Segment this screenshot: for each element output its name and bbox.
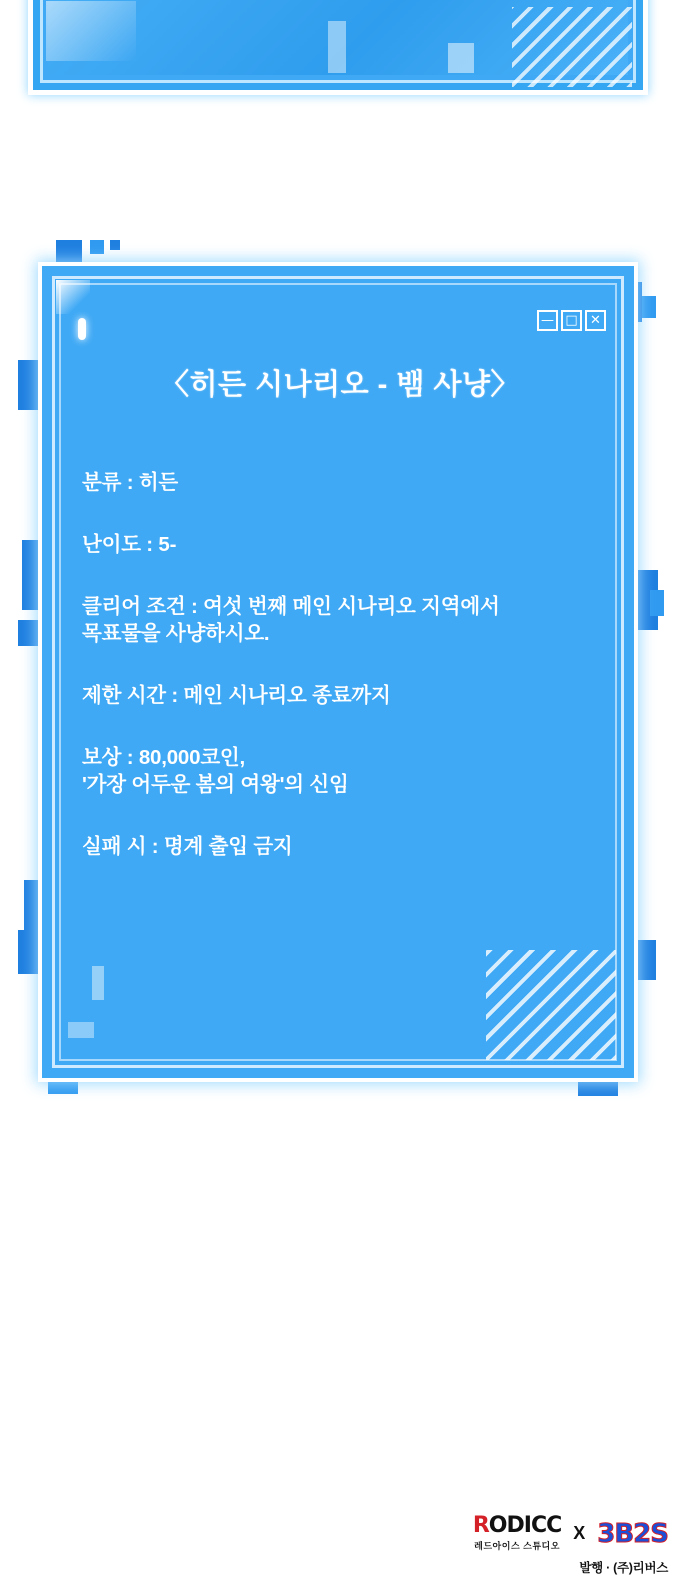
field-clear-condition-line1: 클리어 조건 : 여섯 번째 메인 시나리오 지역에서: [82, 595, 500, 619]
field-difficulty: [82, 531, 598, 558]
scenario-window-wrapper: [18, 240, 670, 1100]
field-reward-line2: '가장 어두운 봄의 여왕'의 신임: [82, 773, 349, 797]
minimize-icon[interactable]: —: [537, 310, 558, 331]
decor-block-br-1: [578, 1082, 618, 1096]
window-chip-decor-2: [68, 1022, 94, 1038]
field-reward: [82, 744, 598, 798]
decor-block-left-5: [18, 930, 38, 974]
partial-window-above: [28, 0, 648, 95]
decor-block-left-3: [18, 620, 40, 646]
studio-logo-accent-letter: R: [472, 1513, 489, 1538]
field-time-limit: [82, 682, 598, 709]
decor-block-tr-2: [642, 296, 656, 318]
decor-block-tl-2: [90, 240, 104, 254]
panel-chip-decor-b: [448, 43, 474, 73]
window-corner-light-decor: [78, 318, 86, 340]
field-category: [82, 469, 598, 496]
field-clear-condition-line2: 목표물을 사냥하시오.: [82, 622, 270, 646]
publisher-label: 발행 · (주)리버스: [579, 1561, 668, 1575]
footer-credits: [473, 1515, 668, 1576]
studio-logo-subtitle: 레드아이스 스튜디오: [474, 1541, 560, 1551]
field-clear-condition: [82, 593, 598, 647]
scenario-window: [38, 262, 638, 1082]
field-time-limit-text: 제한 시간 : 메인 시나리오 종료까지: [82, 684, 391, 708]
studio-logo-wordmark: [473, 1515, 561, 1537]
logo-separator-x: X: [573, 1523, 586, 1543]
decor-block-left-2: [22, 540, 38, 610]
window-chip-decor-1: [92, 966, 104, 1000]
decor-block-tl-3: [110, 240, 120, 250]
field-category-text: 분류 : 히든: [82, 471, 179, 494]
scenario-content: [82, 362, 598, 895]
maximize-icon[interactable]: □: [561, 310, 582, 331]
panel-diagonal-stripes-decor: [512, 7, 632, 87]
decor-block-right-2: [650, 590, 664, 616]
partner-logo: 3B2S: [597, 1518, 668, 1549]
panel-chip-decor-a: [328, 21, 346, 73]
field-failure: [82, 833, 598, 860]
close-icon[interactable]: ✕: [585, 310, 606, 331]
studio-logo-main-letters: ODICC: [488, 1513, 562, 1538]
window-diagonal-stripes-decor: [486, 950, 616, 1060]
logo-row: [473, 1515, 668, 1552]
field-reward-line1: 보상 : 80,000코인,: [82, 746, 246, 770]
page-title: 〈히든 시나리오 - 뱀 사냥〉: [159, 369, 520, 401]
titlebar-buttons: [537, 310, 606, 331]
field-difficulty-text: 난이도 : 5-: [82, 533, 177, 557]
window-corner-glow-decor: [56, 280, 90, 314]
decor-block-left-1: [18, 360, 38, 410]
panel-glow-decor: [46, 1, 136, 61]
field-failure-text: 실패 시 : 명계 출입 금지: [82, 835, 293, 859]
studio-logo: [473, 1515, 561, 1552]
